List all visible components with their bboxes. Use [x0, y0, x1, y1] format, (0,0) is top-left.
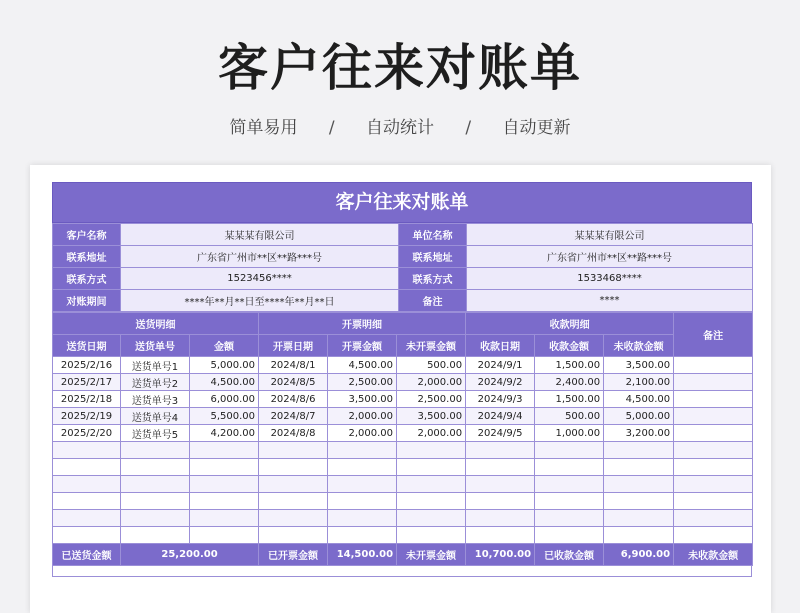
tag-easy: 简单易用 [229, 118, 298, 138]
tag-separator: / [465, 118, 472, 138]
info-value-left: 1523456**** [121, 268, 399, 290]
empty-cell [535, 459, 604, 476]
empty-cell [190, 442, 259, 459]
table-cell: 送货单号1 [121, 357, 190, 374]
table-cell: 5,500.00 [190, 408, 259, 425]
table-row [53, 391, 753, 408]
empty-cell [53, 476, 121, 493]
empty-cell [604, 527, 674, 544]
column-header: 开票日期 [259, 335, 328, 357]
total-uninvoiced-value: 10,700.00 [466, 544, 535, 566]
empty-cell [328, 459, 397, 476]
table-cell: 5,000.00 [190, 357, 259, 374]
empty-cell [328, 527, 397, 544]
empty-cell [466, 459, 535, 476]
table-cell: 2024/9/5 [466, 425, 535, 442]
info-label-right: 备注 [399, 290, 467, 312]
table-row [53, 408, 753, 425]
empty-cell [604, 442, 674, 459]
info-label-right: 单位名称 [399, 224, 467, 246]
empty-cell [674, 476, 753, 493]
table-cell: 1,000.00 [535, 425, 604, 442]
empty-cell [397, 527, 466, 544]
column-header: 送货单号 [121, 335, 190, 357]
info-row [53, 290, 753, 312]
table-cell: 500.00 [397, 357, 466, 374]
total-unreceived-label: 未收款金额 [674, 544, 753, 566]
table-cell: 3,500.00 [397, 408, 466, 425]
table-cell: 4,500.00 [190, 374, 259, 391]
table-cell: 1,500.00 [535, 357, 604, 374]
total-delivered-label: 已送货金额 [53, 544, 121, 566]
table-cell: 2024/8/6 [259, 391, 328, 408]
empty-cell [259, 510, 328, 527]
empty-cell [466, 476, 535, 493]
empty-cell [259, 459, 328, 476]
empty-cell [259, 493, 328, 510]
info-label-left: 客户名称 [53, 224, 121, 246]
empty-cell [604, 510, 674, 527]
empty-cell [121, 527, 190, 544]
empty-cell [604, 476, 674, 493]
table-cell: 2024/9/3 [466, 391, 535, 408]
table-cell: 2,000.00 [328, 425, 397, 442]
empty-row [53, 527, 753, 544]
table-cell: 5,000.00 [604, 408, 674, 425]
tag-auto-stats: 自动统计 [366, 118, 434, 138]
table-cell: 2,000.00 [397, 374, 466, 391]
empty-cell [466, 510, 535, 527]
info-value-right: 广东省广州市**区**路***号 [467, 246, 753, 268]
group-remark: 备注 [674, 313, 753, 357]
empty-row [53, 510, 753, 527]
info-label-left: 联系地址 [53, 246, 121, 268]
table-cell: 2,500.00 [328, 374, 397, 391]
table-cell: 2025/2/17 [53, 374, 121, 391]
table-row [53, 425, 753, 442]
info-value-right: 1533468**** [467, 268, 753, 290]
table-cell: 3,200.00 [604, 425, 674, 442]
info-label-left: 对账期间 [53, 290, 121, 312]
table-cell [674, 374, 753, 391]
empty-row [53, 476, 753, 493]
empty-cell [190, 476, 259, 493]
empty-cell [53, 442, 121, 459]
table-cell: 送货单号4 [121, 408, 190, 425]
empty-cell [397, 442, 466, 459]
table-cell: 2,000.00 [328, 408, 397, 425]
info-table [52, 223, 753, 312]
footnote-strip [52, 566, 752, 577]
empty-cell [535, 493, 604, 510]
empty-cell [121, 493, 190, 510]
table-cell [674, 408, 753, 425]
column-header: 送货日期 [53, 335, 121, 357]
table-cell: 4,500.00 [328, 357, 397, 374]
table-cell: 送货单号2 [121, 374, 190, 391]
table-cell: 6,000.00 [190, 391, 259, 408]
empty-cell [604, 459, 674, 476]
empty-cell [466, 493, 535, 510]
empty-cell [466, 442, 535, 459]
info-row [53, 224, 753, 246]
empty-cell [604, 493, 674, 510]
empty-cell [53, 459, 121, 476]
table-cell: 3,500.00 [328, 391, 397, 408]
empty-cell [535, 510, 604, 527]
info-value-right: **** [467, 290, 753, 312]
table-cell: 2025/2/16 [53, 357, 121, 374]
table-cell: 2024/8/1 [259, 357, 328, 374]
info-label-left: 联系方式 [53, 268, 121, 290]
empty-cell [190, 510, 259, 527]
empty-cell [121, 459, 190, 476]
empty-cell [397, 459, 466, 476]
detail-table [52, 312, 753, 566]
table-cell [674, 425, 753, 442]
empty-cell [53, 510, 121, 527]
empty-cell [466, 527, 535, 544]
empty-row [53, 459, 753, 476]
table-cell: 4,500.00 [604, 391, 674, 408]
empty-cell [674, 527, 753, 544]
table-cell [674, 357, 753, 374]
column-header: 开票金额 [328, 335, 397, 357]
total-received-value: 6,900.00 [604, 544, 674, 566]
hero-tagline [0, 113, 800, 138]
empty-cell [190, 527, 259, 544]
column-header: 金额 [190, 335, 259, 357]
table-cell: 2,500.00 [397, 391, 466, 408]
table-cell: 2025/2/20 [53, 425, 121, 442]
empty-cell [53, 493, 121, 510]
column-header: 未开票金额 [397, 335, 466, 357]
info-value-left: 广东省广州市**区**路***号 [121, 246, 399, 268]
table-cell [674, 391, 753, 408]
empty-cell [259, 476, 328, 493]
table-cell: 2,400.00 [535, 374, 604, 391]
empty-cell [397, 493, 466, 510]
empty-cell [674, 459, 753, 476]
sheet-title: 客户往来对账单 [52, 182, 752, 223]
empty-cell [190, 493, 259, 510]
table-cell: 2024/9/4 [466, 408, 535, 425]
table-cell: 2024/8/8 [259, 425, 328, 442]
table-cell: 2024/9/1 [466, 357, 535, 374]
group-invoice: 开票明细 [259, 313, 466, 335]
tag-auto-update: 自动更新 [502, 118, 571, 138]
empty-cell [259, 442, 328, 459]
empty-cell [259, 527, 328, 544]
info-row [53, 268, 753, 290]
empty-cell [53, 527, 121, 544]
column-header: 收款金额 [535, 335, 604, 357]
total-invoiced-value: 14,500.00 [328, 544, 397, 566]
group-payment: 收款明细 [466, 313, 674, 335]
empty-cell [535, 442, 604, 459]
info-value-left: 某某某有限公司 [121, 224, 399, 246]
empty-cell [328, 493, 397, 510]
statement-content [52, 182, 752, 577]
table-cell: 2024/9/2 [466, 374, 535, 391]
empty-row [53, 442, 753, 459]
total-received-label: 已收款金额 [535, 544, 604, 566]
info-label-right: 联系方式 [399, 268, 467, 290]
total-invoiced-label: 已开票金额 [259, 544, 328, 566]
statement-sheet [30, 165, 771, 613]
tag-separator: / [328, 118, 335, 138]
group-delivery: 送货明细 [53, 313, 259, 335]
totals-row [53, 544, 753, 566]
total-uninvoiced-label: 未开票金额 [397, 544, 466, 566]
empty-cell [121, 510, 190, 527]
table-row [53, 374, 753, 391]
table-row [53, 357, 753, 374]
table-cell: 2024/8/7 [259, 408, 328, 425]
table-cell: 500.00 [535, 408, 604, 425]
table-cell: 3,500.00 [604, 357, 674, 374]
table-cell: 送货单号5 [121, 425, 190, 442]
table-cell: 2025/2/18 [53, 391, 121, 408]
total-delivered-value: 25,200.00 [121, 544, 259, 566]
empty-cell [121, 476, 190, 493]
empty-row [53, 493, 753, 510]
info-value-left: ****年**月**日至****年**月**日 [121, 290, 399, 312]
empty-cell [397, 510, 466, 527]
table-cell: 送货单号3 [121, 391, 190, 408]
empty-cell [535, 476, 604, 493]
info-label-right: 联系地址 [399, 246, 467, 268]
table-cell: 2025/2/19 [53, 408, 121, 425]
empty-cell [190, 459, 259, 476]
table-cell: 2,000.00 [397, 425, 466, 442]
table-cell: 2,100.00 [604, 374, 674, 391]
column-header: 未收款金额 [604, 335, 674, 357]
table-cell: 2024/8/5 [259, 374, 328, 391]
empty-cell [674, 510, 753, 527]
empty-cell [328, 510, 397, 527]
empty-cell [121, 442, 190, 459]
empty-cell [328, 442, 397, 459]
empty-cell [535, 527, 604, 544]
page-hero-title: 客户往来对账单 [218, 39, 582, 97]
table-cell: 4,200.00 [190, 425, 259, 442]
empty-cell [397, 476, 466, 493]
info-row [53, 246, 753, 268]
empty-cell [674, 493, 753, 510]
column-header: 收款日期 [466, 335, 535, 357]
empty-cell [674, 442, 753, 459]
info-value-right: 某某某有限公司 [467, 224, 753, 246]
empty-cell [328, 476, 397, 493]
table-cell: 1,500.00 [535, 391, 604, 408]
